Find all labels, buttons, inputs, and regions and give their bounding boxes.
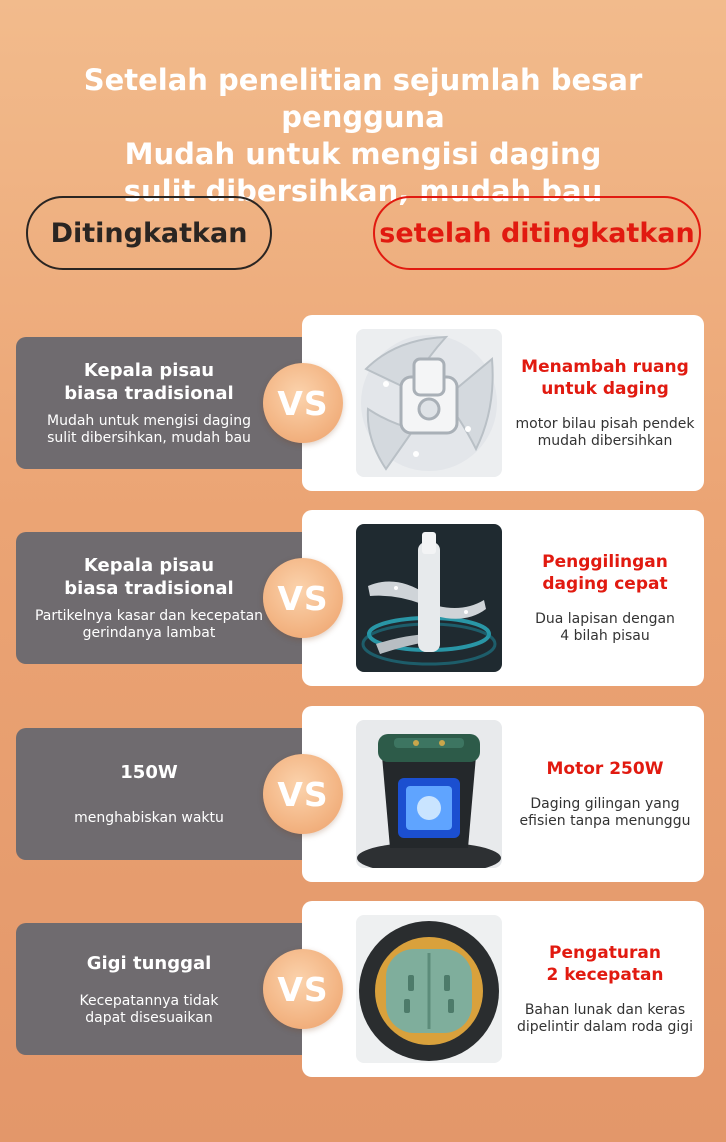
right-desc: Bahan lunak dan keras dipelintir dalam roda gigi <box>516 1002 694 1035</box>
left-desc: Kecepatannya tidak dapat disesuaikan <box>79 992 219 1026</box>
left-desc: Partikelnya kasar dan kecepatan gerindanya lambat <box>34 608 264 641</box>
left-title: Kepala pisau biasa tradisional <box>64 555 234 599</box>
right-text <box>510 901 700 1077</box>
right-desc: Dua lapisan dengan 4 bilah pisau <box>535 611 675 644</box>
comparison-row-3 <box>0 706 726 882</box>
headline-line-2: Mudah untuk mengisi daging <box>124 137 602 171</box>
left-title: Gigi tunggal <box>86 952 212 974</box>
right-card <box>302 901 704 1077</box>
right-card <box>302 706 704 882</box>
left-desc: Mudah untuk mengisi daging sulit dibersihkan, mudah bau <box>47 413 251 446</box>
right-text <box>510 510 700 686</box>
headline-line-1: Setelah penelitian sejumlah besar pengguna <box>83 63 643 134</box>
vs-badge: VS <box>263 558 343 638</box>
right-title: Penggilingan daging cepat <box>542 552 668 594</box>
double-blade-icon <box>356 524 502 672</box>
headline <box>0 62 726 210</box>
headline-line-3: sulit dibersihkan, mudah bau <box>123 174 603 208</box>
right-card <box>302 510 704 686</box>
left-title: 150W <box>120 762 178 783</box>
right-text <box>510 706 700 882</box>
right-title: Pengaturan 2 kecepatan <box>546 943 664 985</box>
vs-badge: VS <box>263 949 343 1029</box>
left-desc: menghabiskan waktu <box>74 810 224 826</box>
comparison-row-2 <box>0 510 726 686</box>
before-label: Ditingkatkan <box>26 196 272 270</box>
blade-icon <box>356 329 502 477</box>
right-card <box>302 315 704 491</box>
vs-badge: VS <box>263 363 343 443</box>
right-desc: motor bilau pisah pendek mudah dibersihkan <box>515 416 695 449</box>
right-title: Menambah ruang untuk daging <box>521 357 689 399</box>
right-text <box>510 315 700 491</box>
left-title: Kepala pisau biasa tradisional <box>64 360 234 404</box>
speed-button-icon <box>356 915 502 1063</box>
right-desc: Daging gilingan yang efisien tanpa menunggu <box>519 796 691 829</box>
after-label: setelah ditingkatkan <box>373 196 701 270</box>
right-title: Motor 250W <box>546 759 664 779</box>
comparison-row-4 <box>0 901 726 1077</box>
comparison-row-1 <box>0 315 726 491</box>
motor-icon <box>356 720 502 868</box>
vs-badge: VS <box>263 754 343 834</box>
